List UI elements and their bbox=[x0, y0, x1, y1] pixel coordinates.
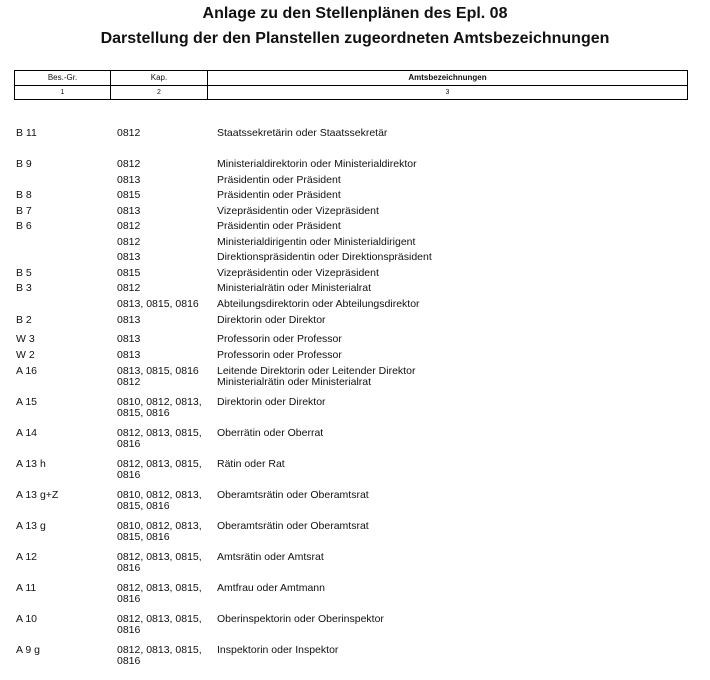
header-amtsbezeichnungen: Amtsbezeichnungen bbox=[408, 73, 487, 82]
besoldungsgruppe-cell: A 16 bbox=[16, 365, 38, 377]
kapitel-cell bbox=[117, 159, 140, 170]
amtsbezeichnung-line: Ministerialrätin oder Ministerialrat bbox=[217, 376, 372, 388]
amtsbezeichnung-line: Oberamtsrätin oder Oberamtsrat bbox=[217, 520, 369, 532]
amtsbezeichnung-cell bbox=[217, 459, 285, 470]
kapitel-cell bbox=[117, 252, 140, 263]
amtsbezeichnung-cell bbox=[217, 128, 387, 139]
amtsbezeichnung-line: Präsidentin oder Präsident bbox=[217, 174, 341, 186]
kapitel-cell bbox=[117, 552, 202, 574]
amtsbezeichnung-line: Rätin oder Rat bbox=[217, 458, 285, 470]
document-title: Anlage zu den Stellenplänen des Epl. 08 bbox=[202, 5, 508, 22]
kapitel-cell bbox=[117, 206, 140, 217]
kapitel-line: 0813, 0815, 0816 bbox=[117, 298, 199, 310]
amtsbezeichnung-cell bbox=[217, 206, 379, 217]
amtsbezeichnung-line: Leitende Direktorin oder Leitender Direktor bbox=[217, 365, 416, 377]
header-number-3: 3 bbox=[445, 89, 450, 96]
kapitel-cell bbox=[117, 315, 140, 326]
kapitel-line: 0815 bbox=[117, 267, 141, 279]
kapitel-line: 0816 bbox=[117, 593, 141, 605]
besoldungsgruppe-cell: B 6 bbox=[16, 220, 32, 232]
kapitel-cell bbox=[117, 614, 202, 636]
amtsbezeichnung-line: Vizepräsidentin oder Vizepräsident bbox=[217, 205, 379, 217]
amtsbezeichnung-cell bbox=[217, 614, 384, 625]
kapitel-line: 0813 bbox=[117, 333, 141, 345]
header-number-1: 1 bbox=[15, 86, 111, 100]
amtsbezeichnung-cell bbox=[217, 645, 338, 656]
kapitel-line: 0816 bbox=[117, 562, 141, 574]
kapitel-cell bbox=[117, 237, 140, 248]
besoldungsgruppe-cell: W 2 bbox=[16, 349, 35, 361]
amtsbezeichnung-cell bbox=[217, 334, 342, 345]
kapitel-line: 0812 bbox=[117, 236, 141, 248]
amtsbezeichnung-cell bbox=[217, 221, 341, 232]
amtsbezeichnung-line: Direktionspräsidentin oder Direktionspräsident bbox=[217, 251, 432, 263]
besoldungsgruppe-cell: A 10 bbox=[16, 613, 38, 625]
besoldungsgruppe-cell: B 7 bbox=[16, 205, 32, 217]
header-number-2: 2 bbox=[111, 86, 208, 100]
kapitel-cell bbox=[117, 583, 202, 605]
kapitel-line: 0813, 0815, 0816 bbox=[117, 365, 199, 377]
besoldungsgruppe-cell: B 3 bbox=[16, 282, 32, 294]
amtsbezeichnung-line: Vizepräsidentin oder Vizepräsident bbox=[217, 267, 379, 279]
kapitel-line: 0813 bbox=[117, 314, 141, 326]
kapitel-line: 0810, 0812, 0813, bbox=[117, 396, 202, 408]
besoldungsgruppe-cell: B 11 bbox=[16, 127, 37, 139]
header-kapitel: Kap. bbox=[111, 71, 208, 85]
kapitel-cell bbox=[117, 428, 202, 450]
kapitel-line: 0812 bbox=[117, 127, 141, 139]
amtsbezeichnung-line: Professorin oder Professor bbox=[217, 349, 342, 361]
besoldungsgruppe-cell: A 11 bbox=[16, 582, 37, 594]
kapitel-line: 0812, 0813, 0815, bbox=[117, 582, 202, 594]
amtsbezeichnung-cell bbox=[217, 268, 379, 279]
besoldungsgruppe-cell: A 13 g bbox=[16, 520, 46, 532]
amtsbezeichnung-line: Ministerialdirigentin oder Ministerialdirigent bbox=[217, 236, 416, 248]
kapitel-line: 0812, 0813, 0815, bbox=[117, 644, 202, 656]
besoldungsgruppe-cell: A 13 h bbox=[16, 458, 46, 470]
kapitel-cell bbox=[117, 221, 140, 232]
kapitel-cell bbox=[117, 268, 140, 279]
amtsbezeichnung-line: Abteilungsdirektorin oder Abteilungsdirektor bbox=[217, 298, 420, 310]
amtsbezeichnung-line: Inspektorin oder Inspektor bbox=[217, 644, 339, 656]
kapitel-cell bbox=[117, 645, 202, 667]
besoldungsgruppe-cell: B 2 bbox=[16, 314, 32, 326]
besoldungsgruppe-cell: B 9 bbox=[16, 158, 32, 170]
amtsbezeichnung-cell bbox=[217, 175, 341, 186]
amtsbezeichnung-cell bbox=[217, 315, 326, 326]
kapitel-cell bbox=[117, 397, 202, 419]
besoldungsgruppe-cell: A 14 bbox=[16, 427, 38, 439]
kapitel-line: 0813 bbox=[117, 251, 141, 263]
amtsbezeichnung-line: Amtsrätin oder Amtsrat bbox=[217, 551, 324, 563]
amtsbezeichnung-cell bbox=[217, 190, 341, 201]
besoldungsgruppe-cell: A 12 bbox=[16, 551, 38, 563]
besoldungsgruppe-cell: B 8 bbox=[16, 189, 32, 201]
kapitel-line: 0816 bbox=[117, 655, 141, 667]
document-subtitle: Darstellung der den Planstellen zugeordneten Amtsbezeichnungen bbox=[100, 30, 610, 47]
kapitel-cell bbox=[117, 283, 140, 294]
besoldungsgruppe-cell: A 15 bbox=[16, 396, 38, 408]
amtsbezeichnung-line: Präsidentin oder Präsident bbox=[217, 220, 341, 232]
kapitel-line: 0810, 0812, 0813, bbox=[117, 520, 202, 532]
amtsbezeichnung-line: Professorin oder Professor bbox=[217, 333, 342, 345]
amtsbezeichnung-line: Oberrätin oder Oberrat bbox=[217, 427, 324, 439]
amtsbezeichnung-line: Ministerialdirektorin oder Ministerialdirektor bbox=[217, 158, 417, 170]
kapitel-cell bbox=[117, 490, 202, 512]
amtsbezeichnung-cell bbox=[217, 283, 371, 294]
kapitel-line: 0812 bbox=[117, 158, 141, 170]
kapitel-cell bbox=[117, 459, 202, 481]
besoldungsgruppe-cell: A 13 g+Z bbox=[16, 489, 59, 501]
kapitel-line: 0812, 0813, 0815, bbox=[117, 613, 202, 625]
kapitel-line: 0813 bbox=[117, 205, 141, 217]
amtsbezeichnung-cell bbox=[217, 299, 420, 310]
kapitel-cell bbox=[117, 190, 140, 201]
besoldungsgruppe-cell: W 3 bbox=[16, 333, 35, 345]
kapitel-line: 0812, 0813, 0815, bbox=[117, 551, 202, 563]
table-header bbox=[14, 70, 688, 100]
kapitel-cell bbox=[117, 334, 140, 345]
kapitel-cell bbox=[117, 521, 202, 543]
amtsbezeichnung-line: Amtfrau oder Amtmann bbox=[217, 582, 325, 594]
amtsbezeichnung-cell bbox=[217, 252, 432, 263]
kapitel-line: 0816 bbox=[117, 438, 141, 450]
kapitel-line: 0813 bbox=[117, 174, 141, 186]
kapitel-cell bbox=[117, 128, 140, 139]
table-header-numbers bbox=[15, 86, 687, 100]
table-header-labels bbox=[15, 71, 687, 86]
kapitel-line: 0812 bbox=[117, 282, 141, 294]
amtsbezeichnung-line: Präsidentin oder Präsident bbox=[217, 189, 341, 201]
kapitel-line: 0813 bbox=[117, 349, 141, 361]
amtsbezeichnung-cell bbox=[217, 159, 417, 170]
kapitel-line: 0812 bbox=[117, 376, 141, 388]
amtsbezeichnung-cell bbox=[217, 350, 342, 361]
amtsbezeichnung-line: Oberamtsrätin oder Oberamtsrat bbox=[217, 489, 369, 501]
amtsbezeichnung-cell bbox=[217, 552, 324, 563]
amtsbezeichnung-cell bbox=[217, 428, 323, 439]
amtsbezeichnung-line: Staatssekretärin oder Staatssekretär bbox=[217, 127, 388, 139]
kapitel-line: 0812 bbox=[117, 220, 141, 232]
besoldungsgruppe-cell: B 5 bbox=[16, 267, 32, 279]
amtsbezeichnung-cell bbox=[217, 366, 415, 388]
amtsbezeichnung-line: Oberinspektorin oder Oberinspektor bbox=[217, 613, 384, 625]
kapitel-line: 0810, 0812, 0813, bbox=[117, 489, 202, 501]
amtsbezeichnung-cell bbox=[217, 490, 369, 501]
kapitel-line: 0815, 0816 bbox=[117, 407, 170, 419]
kapitel-cell bbox=[117, 366, 199, 388]
kapitel-line: 0812, 0813, 0815, bbox=[117, 427, 202, 439]
amtsbezeichnung-cell bbox=[217, 237, 415, 248]
kapitel-cell bbox=[117, 350, 140, 361]
amtsbezeichnung-line: Direktorin oder Direktor bbox=[217, 396, 326, 408]
amtsbezeichnung-cell bbox=[217, 521, 369, 532]
kapitel-line: 0815 bbox=[117, 189, 141, 201]
amtsbezeichnung-cell bbox=[217, 397, 326, 408]
besoldungsgruppe-cell: A 9 g bbox=[16, 644, 40, 656]
amtsbezeichnung-line: Direktorin oder Direktor bbox=[217, 314, 326, 326]
header-besoldungsgruppe: Bes.-Gr. bbox=[15, 71, 111, 85]
kapitel-cell bbox=[117, 175, 140, 186]
kapitel-line: 0816 bbox=[117, 469, 141, 481]
kapitel-line: 0815, 0816 bbox=[117, 531, 170, 543]
amtsbezeichnung-line: Ministerialrätin oder Ministerialrat bbox=[217, 282, 372, 294]
kapitel-cell bbox=[117, 299, 199, 310]
kapitel-line: 0815, 0816 bbox=[117, 500, 170, 512]
kapitel-line: 0812, 0813, 0815, bbox=[117, 458, 202, 470]
kapitel-line: 0816 bbox=[117, 624, 141, 636]
amtsbezeichnung-cell bbox=[217, 583, 325, 594]
